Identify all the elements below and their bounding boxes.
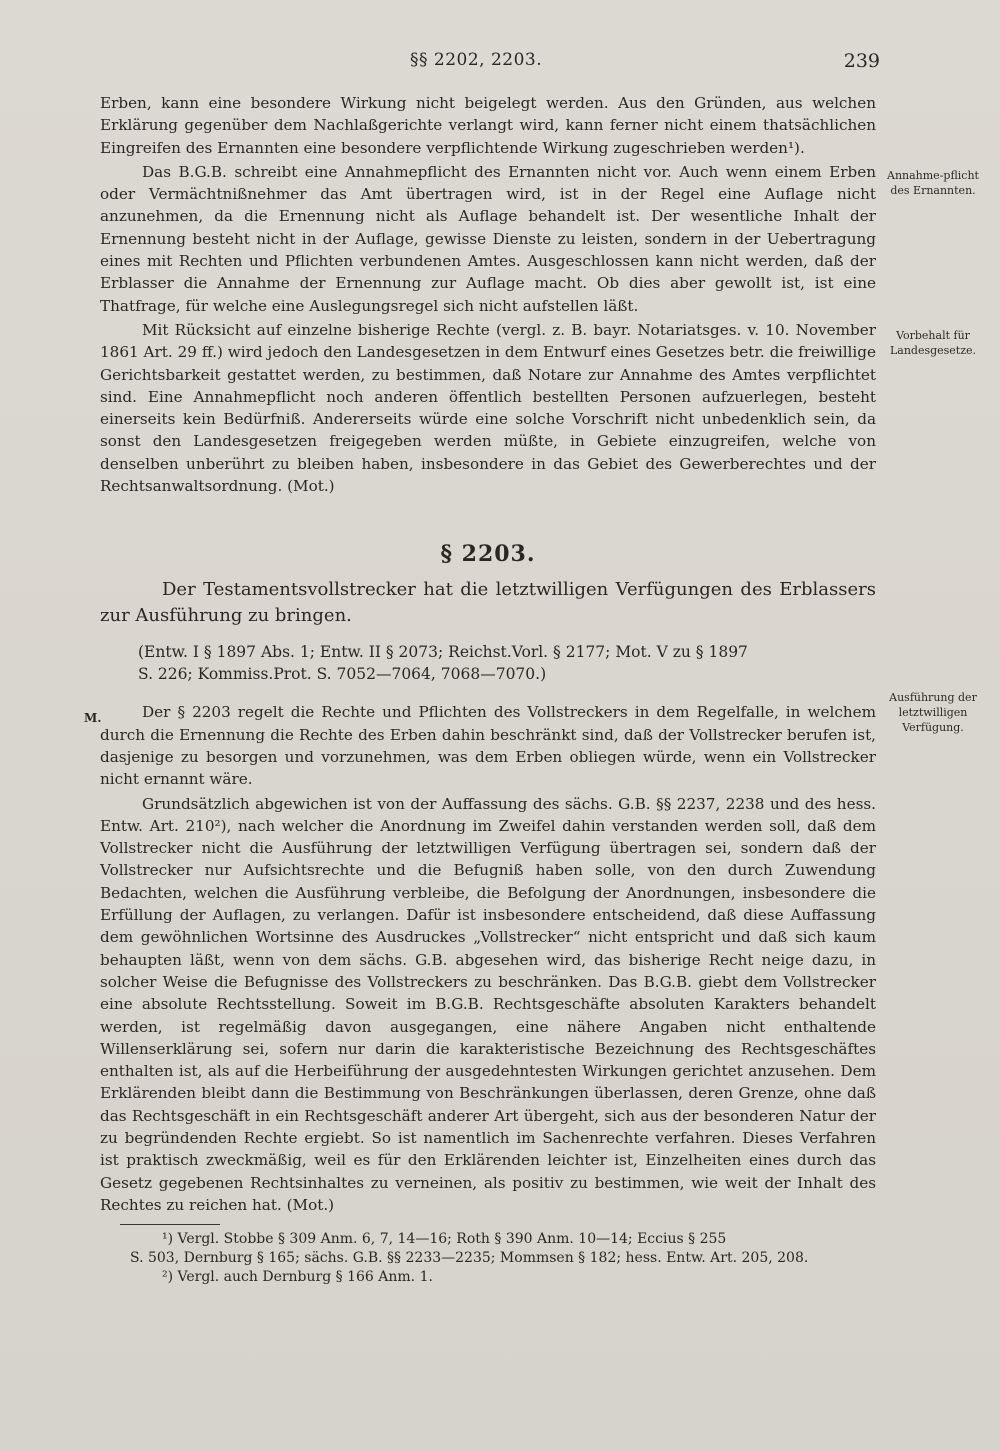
- margin-note-vorbehalt: Vorbehalt für Landesgesetze.: [889, 329, 977, 357]
- footnote-2: ²) Vergl. auch Dernburg § 166 Anm. 1.: [162, 1269, 433, 1285]
- running-head: §§ 2202, 2203.: [410, 50, 543, 70]
- page-number: 239: [843, 50, 880, 72]
- page-header: [100, 50, 880, 80]
- section-references: [100, 641, 876, 685]
- margin-note-annahmepflicht: Annahme-pflicht des Ernannten.: [887, 169, 979, 197]
- footnote-1: ¹) Vergl. Stobbe § 309 Anm. 6, 7, 14—16; Roth § 390 Anm. 10—14; Eccius § 255: [162, 1231, 727, 1247]
- paragraph: Der § 2203 regelt die Rechte und Pflichten des Vollstreckers in dem Regelfalle, in welchem durch die Ernennung die Rechte des Erben dahin beschränkt sind, daß der Vollstrecker berufen ist, dasjenige zu besorgen und vorzunehmen, was dem Erben obliegen würde, wenn ein Vollstrecker nicht ernannt wäre.: [100, 703, 876, 789]
- section-heading: § 2203.: [440, 541, 536, 568]
- paragraph: Grundsätzlich abgewichen ist von der Auffassung des sächs. G.B. §§ 2237, 2238 und des hess. Entw. Art. 210²), nach welcher die Anordnung im Zweifel dahin verstanden werden soll, daß dem Vollstrecker nicht die Ausführung der letztwilligen Verfügung übertragen sei, sondern daß der Vollstrecker nur Aufsichtsrechte und die Befugniß haben solle, von den durch Zuwendung Bedachten, welchen die Ausführung verbleibe, die Befolgung der Anordnungen, insbesondere die Erfüllung der Auflagen, zu verlangen. Dafür ist insbesondere entscheidend, daß diese Auffassung dem gewöhnlichen Wortsinne des Ausdruckes „Vollstrecker“ nicht entspricht und daß sich kaum behaupten läßt, wenn von dem sächs. G.B. abgesehen wird, das bisherige Recht neige dazu, in solcher Weise die Befugnisse des Vollstreckers zu beschränken. Das B.G.B. giebt dem Vollstrecker eine absolute Rechtsstellung. Soweit im B.G.B. Rechtsgeschäfte absoluten Karakters behandelt werden, ist regelmäßig davon ausgegangen, eine nähere Angaben nicht enthaltende Willenserklärung sei, sofern nur darin die karakteristische Bezeichnung des Rechtsgeschäftes enthalten ist, als auf die Herbeiführung der ausgedehntesten Wirkungen gerichtet anzusehen. Dem Erklärenden bleibt dann die Bestimmung von Beschränkungen überlassen, deren Grenze, ohne daß das Rechtsgeschäft in ein Rechtsgeschäft anderer Art übergeht, sich aus der besonderen Natur der zu begründenden Rechte ergiebt. So ist namentlich im Sachenrechte verfahren. Dieses Verfahren ist praktisch zweckmäßig, weil es für den Erklärenden leichter ist, Einzelheiten eines durch das Gesetz gegebenen Rechtsinhaltes zu verneinen, als positiv zu bestimmen, wie weit der Inhalt des Rechtes zu reichen hat. (Mot.): [100, 794, 876, 1214]
- references-line: S. 226; Kommiss.Prot. S. 7052—7064, 7068—7070.): [138, 665, 547, 684]
- footnote-1-continued: S. 503, Dernburg § 165; sächs. G.B. §§ 2233—2235; Mommsen § 182; hess. Entw. Art. 205, 208.: [130, 1250, 809, 1266]
- main-text: [100, 92, 876, 1216]
- footnote-divider: [120, 1224, 220, 1225]
- source-mark: M.: [84, 711, 102, 725]
- paragraph: Erben, kann eine besondere Wirkung nicht beigelegt werden. Aus den Gründen, aus welchen Erklärung gegenüber dem Nachlaßgerichte verlangt wird, kann ferner nicht einem thatsächlichen Eingreifen des Ernannten eine besondere verpflichtende Wirkung zugeschrieben werden¹).: [100, 94, 876, 157]
- paragraph: Das B.G.B. schreibt eine Annahmepflicht des Ernannten nicht vor. Auch wenn einem Erben oder Vermächtnißnehmer das Amt übertragen wird, ist in der Regel eine Auflage nicht anzunehmen, da die Ernennung nicht als Auflage behandelt ist. Der wesentliche Inhalt der Ernennung besteht nicht in der Auflage, gewisse Dienste zu leisten, sondern in der Uebertragung eines mit Rechten und Pflichten verbundenen Amtes. Ausgeschlossen kann nicht werden, daß der Erblasser die Annahme der Ernennung zur Auflage macht. Ob dies aber gewollt ist, ist eine Thatfrage, für welche eine Auslegungsregel sich nicht aufstellen läßt.: [100, 162, 876, 315]
- paragraph: Mit Rücksicht auf einzelne bisherige Rechte (vergl. z. B. bayr. Notariatsges. v. 10. November 1861 Art. 29 ff.) wird jedoch den Landesgesetzen in dem Entwurf eines Gesetzes betr. die freiwillige Gerichtsbarkeit gestattet werden, zu bestimmen, daß Notare zur Annahme des Amtes verpflichtet sind. Eine Annahmepflicht noch anderen öffentlich bestellten Personen aufzuerlegen, besteht einerseits kein Bedürfniß. Andererseits würde eine solche Vorschrift nicht unbedenklich sein, da sonst den Landesgesetzen freigegeben werden müßte, in Gebiete einzugreifen, welche von denselben unberührt zu bleiben haben, insbesondere in das Gebiet des Gewerberechtes und der Rechtsanwaltsordnung. (Mot.): [100, 320, 876, 496]
- references-line: (Entw. I § 1897 Abs. 1; Entw. II § 2073; Reichst.Vorl. § 2177; Mot. V zu § 1897: [138, 643, 748, 662]
- footnotes: [120, 1230, 890, 1287]
- section-statute-text: Der Testamentsvollstrecker hat die letztwilligen Verfügungen des Erblassers zur Ausführung zu bringen.: [100, 579, 876, 627]
- margin-note-ausfuehrung: Ausführung der letztwilligen Verfügung.: [889, 691, 977, 734]
